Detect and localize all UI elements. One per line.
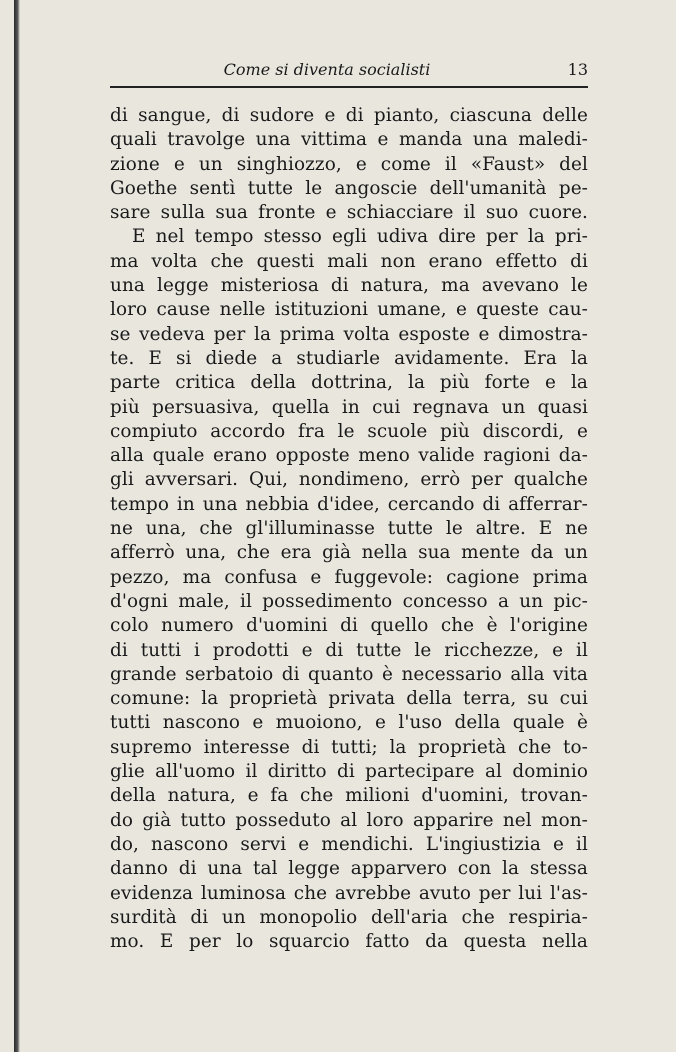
text-line: Goethe sentì tutte le angoscie dell'umanità pe- — [110, 177, 588, 199]
text-line: mo. E per lo squarcio fatto da questa nella — [110, 931, 588, 953]
text-line: surdità di un monopolio dell'aria che respiria- — [110, 906, 588, 928]
text-line: do, nascono servi e mendichi. L'ingiustizia e il — [110, 833, 588, 855]
text-line: gli avversari. Qui, nondimeno, errò per qualche — [110, 469, 588, 491]
running-title: Come si diventa socialisti — [223, 60, 431, 79]
text-line: ma volta che questi mali non erano effetto di — [110, 250, 588, 272]
text-line: alla quale erano opposte meno valide ragioni da- — [110, 445, 588, 467]
text-line: di sangue, di sudore e di pianto, ciascuna delle — [110, 105, 588, 126]
text-line: zione e un singhiozzo, e come il «Faust» del — [110, 153, 588, 175]
text-line: se vedeva per la prima volta esposte e dimostra- — [110, 323, 588, 345]
text-line: comune: la proprietà privata della terra, su cui — [110, 688, 588, 710]
text-line: te. E si diede a studiarle avidamente. Era la — [110, 347, 588, 369]
text-line: tutti nascono e muoiono, e l'uso della quale è — [110, 712, 588, 734]
text-line: afferrò una, che era già nella sua mente da un — [110, 542, 588, 564]
text-line: danno di una tal legge apparvero con la stessa — [110, 858, 588, 880]
text-line: una legge misteriosa di natura, ma avevano le — [110, 275, 588, 297]
text-line: di tutti i prodotti e di tutte le ricchezze, e il — [110, 639, 588, 661]
text-line: della natura, e fa che milioni d'uomini, trovan- — [110, 785, 588, 807]
text-line: E nel tempo stesso egli udiva dire per la pri- — [132, 226, 588, 248]
book-page — [110, 56, 588, 954]
text-line: do già tutto posseduto al loro apparire nel mon- — [110, 809, 588, 831]
text-line: ne una, che gl'illuminasse tutte le altre. E ne — [110, 518, 588, 540]
text-line: loro cause nelle istituzioni umane, e queste cau- — [110, 299, 588, 321]
text-line: parte critica della dottrina, la più forte e la — [110, 372, 588, 394]
text-line: supremo interesse di tutti; la proprietà che to- — [110, 736, 588, 758]
text-line: pezzo, ma confusa e fuggevole: cagione prima — [110, 566, 588, 588]
page-number: 13 — [567, 60, 588, 79]
text-line: colo numero d'uomini di quello che è l'origine — [110, 615, 588, 637]
text-line: più persuasiva, quella in cui regnava un quasi — [110, 396, 588, 418]
text-line: sare sulla sua fronte e schiacciare il suo cuore. — [110, 202, 588, 224]
text-line: d'ogni male, il possedimento concesso a un pic- — [110, 590, 588, 612]
text-line: grande serbatoio di quanto è necessario alla vita — [110, 663, 588, 685]
text-line: compiuto accordo fra le scuole più discordi, e — [110, 420, 588, 442]
text-line: quali travolge una vittima e manda una maledi- — [110, 129, 588, 151]
body-text — [110, 104, 588, 954]
book-spine-shadow — [14, 0, 20, 1052]
text-line: glie all'uomo il diritto di partecipare al dominio — [110, 761, 588, 783]
page-header — [110, 56, 588, 88]
text-line: tempo in una nebbia d'idee, cercando di afferrar- — [110, 493, 588, 515]
text-line: evidenza luminosa che avrebbe avuto per lui l'as- — [110, 882, 588, 904]
